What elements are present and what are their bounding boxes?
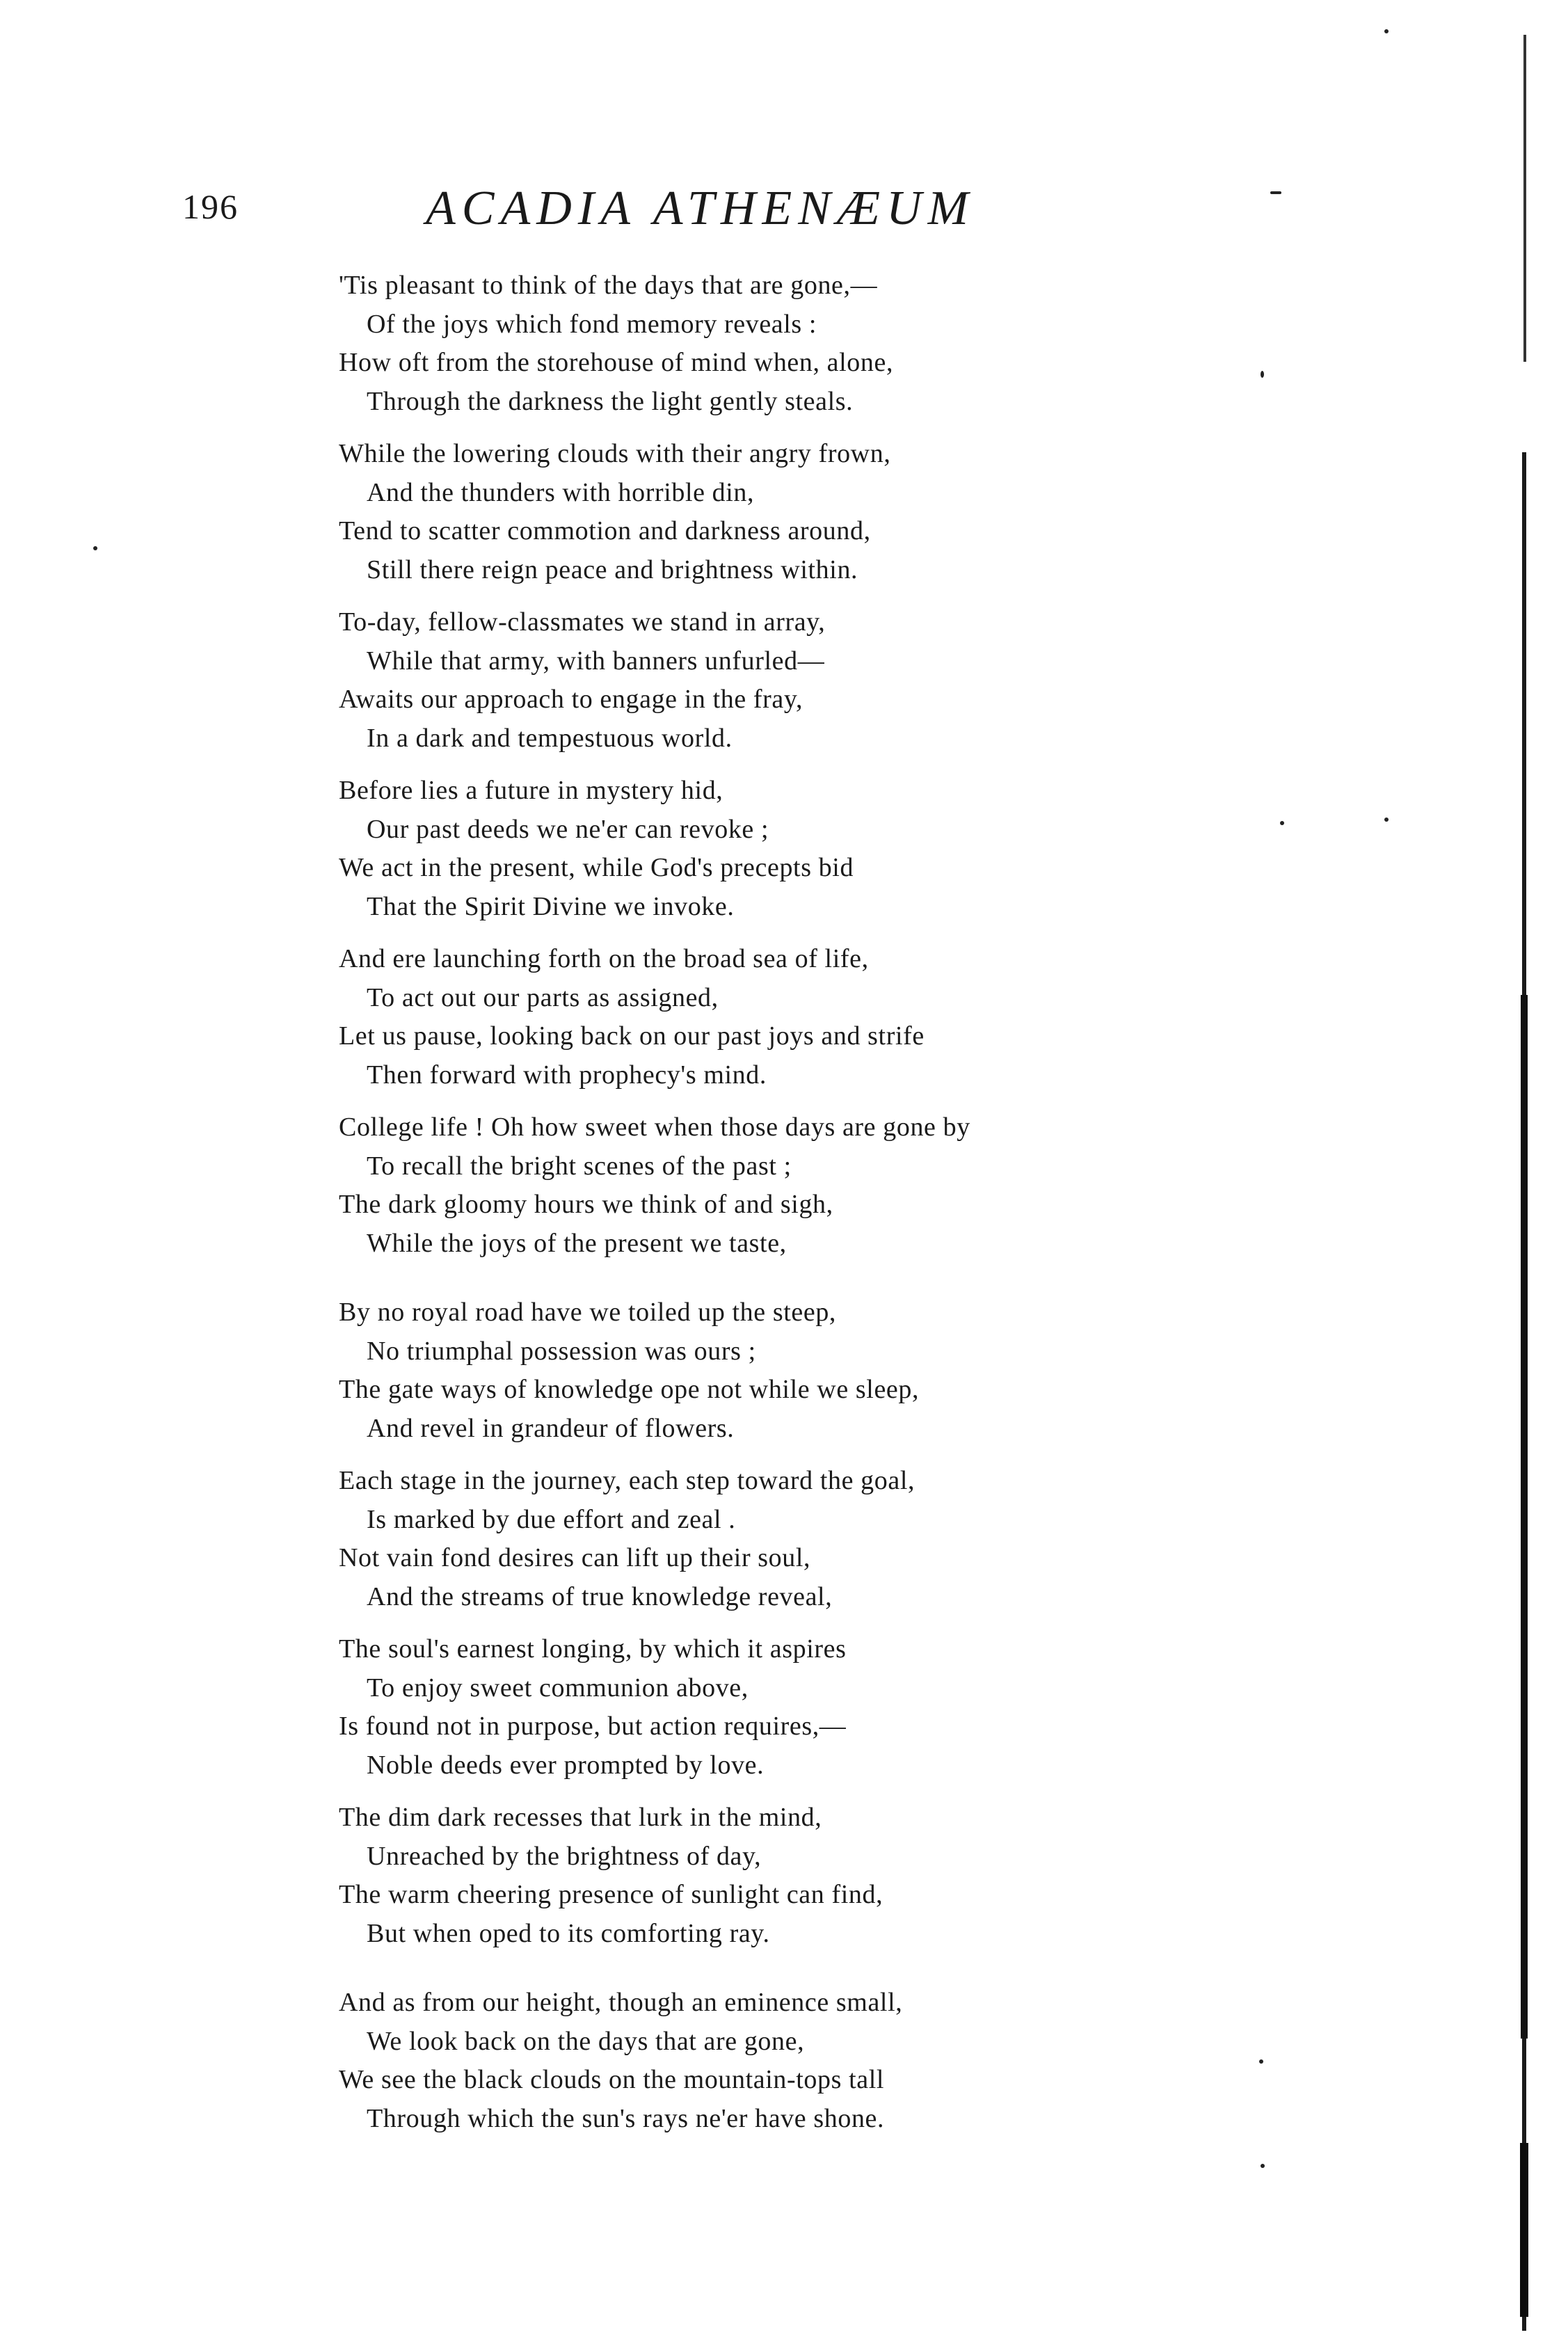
poem-line: Our past deeds we ne'er can revoke ; xyxy=(367,814,769,844)
poem-line: Let us pause, looking back on our past joys and strife xyxy=(339,1021,925,1051)
stanza xyxy=(339,603,1181,758)
poem-line: The soul's earnest longing, by which it aspires xyxy=(339,1634,847,1664)
poem-line: Then forward with prophecy's mind. xyxy=(367,1060,767,1090)
poem-line: And ere launching forth on the broad sea of life, xyxy=(339,944,869,973)
poem-line: We look back on the days that are gone, xyxy=(367,2026,805,2056)
poem-line: The dim dark recesses that lurk in the mind, xyxy=(339,1803,822,1832)
poem-line: But when oped to its comforting ray. xyxy=(367,1918,770,1948)
scan-speck xyxy=(1261,2164,1265,2168)
poem-line: While that army, with banners unfurled— xyxy=(367,646,825,676)
poem-line: How oft from the storehouse of mind when, alone, xyxy=(339,348,894,377)
poem-line: We see the black clouds on the mountain-tops tall xyxy=(339,2065,885,2094)
poem-line: The warm cheering presence of sunlight can find, xyxy=(339,1880,883,1909)
stanza xyxy=(339,266,1181,421)
poem-line: Is found not in purpose, but action requires,— xyxy=(339,1712,847,1741)
page-number: 196 xyxy=(182,187,239,226)
poem xyxy=(339,266,1181,2152)
poem-line: And the thunders with horrible din, xyxy=(367,477,755,507)
poem-line: In a dark and tempestuous world. xyxy=(367,723,733,753)
poem-line: Still there reign peace and brightness within. xyxy=(367,555,858,584)
poem-line: To-day, fellow-classmates we stand in array, xyxy=(339,607,826,637)
poem-line: Each stage in the journey, each step toward the goal, xyxy=(339,1466,915,1495)
poem-line: Unreached by the brightness of day, xyxy=(367,1841,762,1871)
stanza xyxy=(339,1462,1181,1616)
poem-line: College life ! Oh how sweet when those days are gone by xyxy=(339,1113,970,1142)
poem-line: While the joys of the present we taste, xyxy=(367,1228,787,1258)
scan-speck xyxy=(1384,29,1389,33)
poem-line: Tend to scatter commotion and darkness around, xyxy=(339,516,871,545)
stanza xyxy=(339,1799,1181,1953)
poem-line: Noble deeds ever prompted by love. xyxy=(367,1750,765,1780)
poem-line: And the streams of true knowledge reveal, xyxy=(367,1581,833,1611)
stanza xyxy=(339,435,1181,589)
binding-edge xyxy=(1515,21,1536,2331)
stanza xyxy=(339,1293,1181,1448)
poem-line: To enjoy sweet communion above, xyxy=(367,1673,749,1703)
scan-speck xyxy=(1270,191,1281,194)
poem-line: Awaits our approach to engage in the fray, xyxy=(339,685,803,714)
poem-line: And as from our height, though an eminence small, xyxy=(339,1988,903,2017)
poem-line: To act out our parts as assigned, xyxy=(367,982,719,1012)
poem-line: Through the darkness the light gently steals. xyxy=(367,386,854,416)
poem-line: The dark gloomy hours we think of and sigh, xyxy=(339,1190,833,1219)
scan-speck xyxy=(1261,371,1264,378)
stanza xyxy=(339,1984,1181,2138)
stanza xyxy=(339,940,1181,1094)
poem-line: The gate ways of knowledge ope not while we sleep, xyxy=(339,1375,920,1404)
running-title: ACADIA ATHENÆUM xyxy=(426,182,975,235)
scan-speck xyxy=(1280,821,1284,825)
poem-line: To recall the bright scenes of the past ; xyxy=(367,1151,792,1181)
poem-line: Before lies a future in mystery hid, xyxy=(339,776,723,805)
poem-line: No triumphal possession was ours ; xyxy=(367,1336,756,1366)
poem-line: Of the joys which fond memory reveals : xyxy=(367,309,817,339)
scan-speck xyxy=(1384,818,1389,822)
stanza xyxy=(339,1108,1181,1263)
poem-line: Not vain fond desires can lift up their soul, xyxy=(339,1543,811,1572)
stanza xyxy=(339,772,1181,926)
stanza xyxy=(339,1630,1181,1785)
scan-speck xyxy=(93,546,97,550)
poem-line: Through which the sun's rays ne'er have shone. xyxy=(367,2103,885,2133)
scan-speck xyxy=(1259,2059,1263,2064)
poem-line: That the Spirit Divine we invoke. xyxy=(367,891,735,921)
poem-line: We act in the present, while God's precepts bid xyxy=(339,853,854,882)
poem-line: 'Tis pleasant to think of the days that are gone,— xyxy=(339,271,878,300)
poem-line: By no royal road have we toiled up the steep, xyxy=(339,1298,837,1327)
poem-line: Is marked by due effort and zeal . xyxy=(367,1504,736,1534)
poem-line: And revel in grandeur of flowers. xyxy=(367,1413,735,1443)
poem-line: While the lowering clouds with their angry frown, xyxy=(339,439,891,468)
